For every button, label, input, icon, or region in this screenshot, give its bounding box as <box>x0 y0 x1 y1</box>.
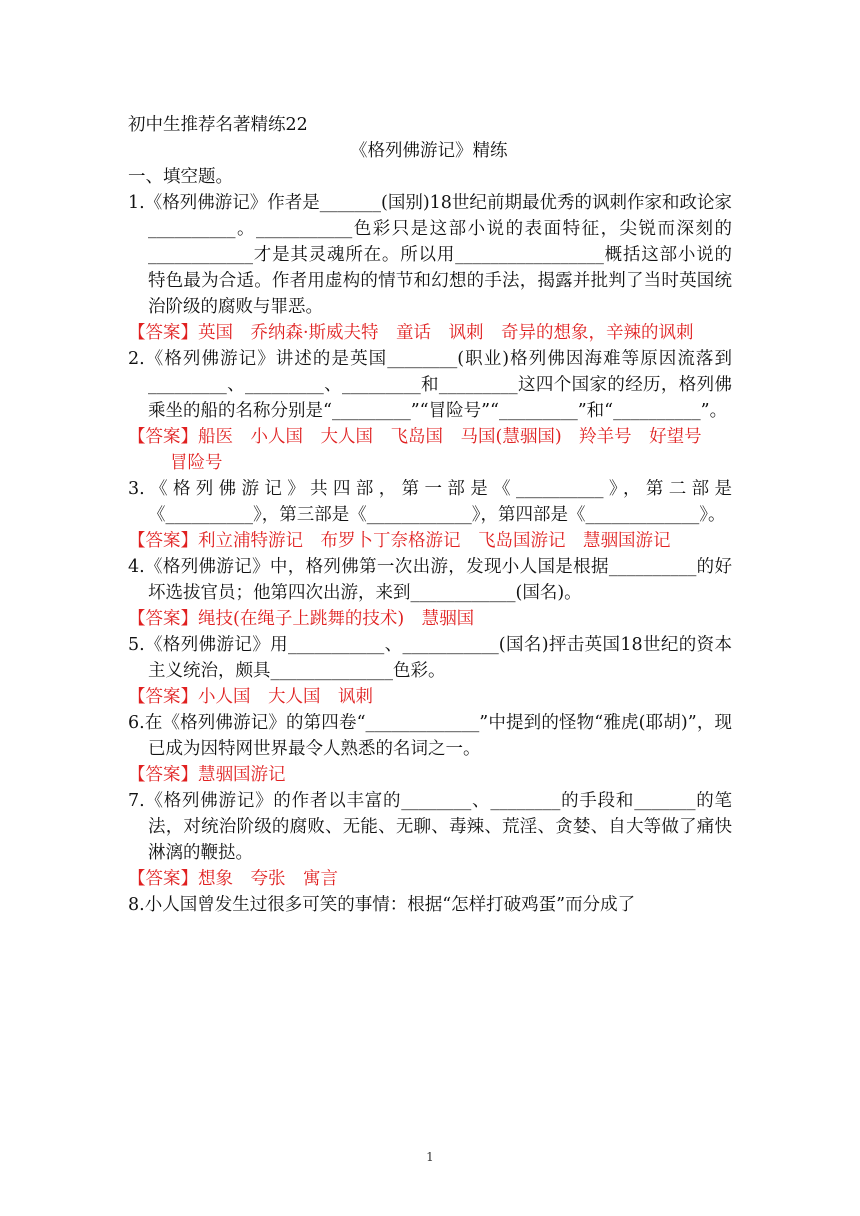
answer-4 <box>128 606 732 632</box>
answer-tag: 【答案】 <box>128 427 198 447</box>
question-6: 6.在《格列佛游记》的第四卷“_____________”中提到的怪物“雅虎(耶胡)”，现已成为因特网世界最令人熟悉的名词之一。 <box>128 713 732 759</box>
answer-tag: 【答案】 <box>128 323 198 343</box>
question-8: 8.小人国曾发生过很多可笑的事情：根据“怎样打破鸡蛋”而分成了 <box>128 895 636 915</box>
answer-3 <box>128 528 732 554</box>
question-5: 5.《格列佛游记》用___________、___________(国名)抨击英国18世纪的资本主义统治，颇具______________色彩。 <box>128 635 732 681</box>
answer-text: 英国 乔纳森·斯威夫特 童话 讽刺 奇异的想象，辛辣的讽刺 <box>198 323 694 343</box>
answer-tag: 【答案】 <box>128 687 198 707</box>
question-4: 4.《格列佛游记》中，格列佛第一次出游，发现小人国是根据__________的好坏选拔官员；他第四次出游，来到____________(国名)。 <box>128 557 732 603</box>
answer-1 <box>128 320 732 346</box>
document-header: 初中生推荐名著精练22 <box>128 115 308 135</box>
answer-tag: 【答案】 <box>128 869 198 889</box>
answer-tag: 【答案】 <box>128 531 198 551</box>
answer-tag: 【答案】 <box>128 765 198 785</box>
answer-2 <box>128 424 732 476</box>
question-3: 3.《格列佛游记》共四部，第一部是《__________》，第二部是《__________》，第三部是《____________》，第四部是《_____________》。 <box>128 479 732 525</box>
answer-text: 小人国 大人国 讽刺 <box>198 687 373 707</box>
document-content <box>128 112 732 918</box>
answer-7 <box>128 866 732 892</box>
page-number: 1 <box>426 1150 434 1164</box>
answer-6 <box>128 762 732 788</box>
question-1: 1.《格列佛游记》作者是_______(国别)18世纪前期最优秀的讽刺作家和政论家__________。___________色彩只是这部小说的表面特征，尖锐而深刻的____________才是其灵魂所在。所以用_________________概括这部小说的特色最为合适。作者用虚构的情节和幻想的手法，揭露并批判了当时英国统治阶级的腐败与罪恶。 <box>128 193 732 317</box>
answer-text: 船医 小人国 大人国 飞岛国 马国(慧骃国) 羚羊号 好望号 冒险号 <box>170 427 720 473</box>
answer-text: 慧骃国游记 <box>198 765 286 785</box>
question-7: 7.《格列佛游记》的作者以丰富的________、________的手段和_______的笔法，对统治阶级的腐败、无能、无聊、毒辣、荒淫、贪婪、自大等做了痛快淋漓的鞭挞。 <box>128 791 732 863</box>
document-title: 《格列佛游记》精练 <box>350 141 508 161</box>
answer-text: 利立浦特游记 布罗卜丁奈格游记 飞岛国游记 慧骃国游记 <box>198 531 671 551</box>
answer-5 <box>128 684 732 710</box>
answer-text: 绳技(在绳子上跳舞的技术) 慧骃国 <box>198 609 475 629</box>
answer-text: 想象 夸张 寓言 <box>198 869 338 889</box>
answer-tag: 【答案】 <box>128 609 198 629</box>
question-2: 2.《格列佛游记》讲述的是英国________(职业)格列佛因海难等原因流落到_________、_________、_________和_________这四个国家的经历，格列佛乘坐的船的名称分别是“_________”“冒险号”“_________”和“__________”。 <box>128 349 732 421</box>
section-heading: 一、填空题。 <box>128 167 233 187</box>
